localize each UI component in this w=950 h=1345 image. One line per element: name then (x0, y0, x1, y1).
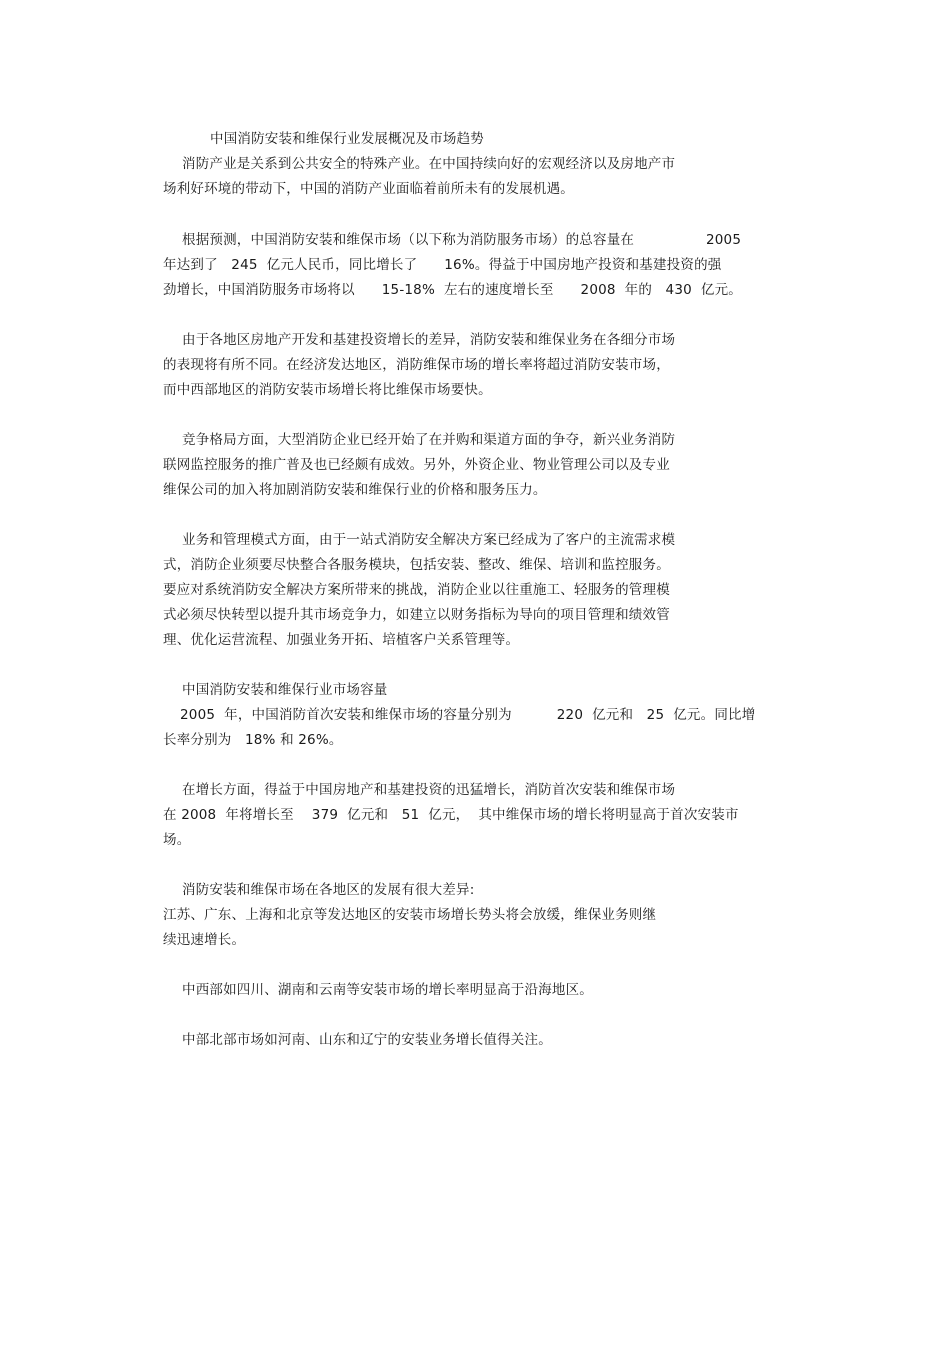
paragraph-line: 式必须尽快转型以提升其市场竞争力，如建立以财务指标为导向的项目管理和绩效管 (163, 607, 670, 623)
paragraph-line: 联网监控服务的推广普及也已经颇有成效。另外，外资企业、物业管理公司以及专业 (163, 457, 670, 473)
paragraph-line: 的表现将有所不同。在经济发达地区，消防维保市场的增长率将超过消防安装市场， (163, 357, 670, 373)
document-title: 中国消防安装和维保行业发展概况及市场趋势 (210, 131, 484, 147)
paragraph-line: 续迅速增长。 (163, 932, 246, 948)
section-heading: 中国消防安装和维保行业市场容量 (182, 682, 388, 698)
paragraph-line: 要应对系统消防安全解决方案所带来的挑战，消防企业以往重施工、轻服务的管理模 (163, 582, 670, 598)
paragraph-line: 理、优化运营流程、加强业务开拓、培植客户关系管理等。 (163, 632, 520, 648)
paragraph-line: 江苏、广东、上海和北京等发达地区的安装市场增长势头将会放缓，维保业务则继 (163, 907, 657, 923)
paragraph-line: 根据预测，中国消防安装和维保市场（以下称为消防服务市场）的总容量在 2005 (182, 232, 742, 248)
paragraph-line: 在 2008 年将增长至 379 亿元和 51 亿元， 其中维保市场的增长将明显高于首次安装市 (163, 807, 739, 823)
paragraph-line: 消防产业是关系到公共安全的特殊产业。在中国持续向好的宏观经济以及房地产市 (182, 156, 676, 172)
paragraph-line: 在增长方面，得益于中国房地产和基建投资的迅猛增长，消防首次安装和维保市场 (182, 782, 676, 798)
paragraph-line: 场。 (163, 832, 191, 848)
paragraph-line: 劲增长，中国消防服务市场将以 15-18% 左右的速度增长至 2008 年的 430 亿元。 (163, 282, 742, 298)
paragraph-line: 中西部如四川、湖南和云南等安装市场的增长率明显高于沿海地区。 (182, 982, 593, 998)
paragraph-line: 消防安装和维保市场在各地区的发展有很大差异: (182, 882, 475, 898)
paragraph-line: 年达到了 245 亿元人民币，同比增长了 16%。得益于中国房地产投资和基建投资的强 (163, 257, 722, 273)
paragraph-line: 竞争格局方面，大型消防企业已经开始了在并购和渠道方面的争夺，新兴业务消防 (182, 432, 676, 448)
paragraph-line: 维保公司的加入将加剧消防安装和维保行业的价格和服务压力。 (163, 482, 547, 498)
paragraph-line: 长率分别为 18% 和 26%。 (163, 732, 343, 748)
paragraph-line: 业务和管理模式方面，由于一站式消防安全解决方案已经成为了客户的主流需求模 (182, 532, 676, 548)
paragraph-line: 中部北部市场如河南、山东和辽宁的安装业务增长值得关注。 (182, 1032, 552, 1048)
paragraph-line: 2005 年，中国消防首次安装和维保市场的容量分别为 220 亿元和 25 亿元。同比增 (180, 707, 756, 723)
paragraph-line: 场利好环境的带动下，中国的消防产业面临着前所未有的发展机遇。 (163, 181, 574, 197)
paragraph-line: 由于各地区房地产开发和基建投资增长的差异，消防安装和维保业务在各细分市场 (182, 332, 676, 348)
paragraph-line: 式，消防企业须要尽快整合各服务模块，包括安装、整改、维保、培训和监控服务。 (163, 557, 670, 573)
paragraph-line: 而中西部地区的消防安装市场增长将比维保市场要快。 (163, 382, 492, 398)
